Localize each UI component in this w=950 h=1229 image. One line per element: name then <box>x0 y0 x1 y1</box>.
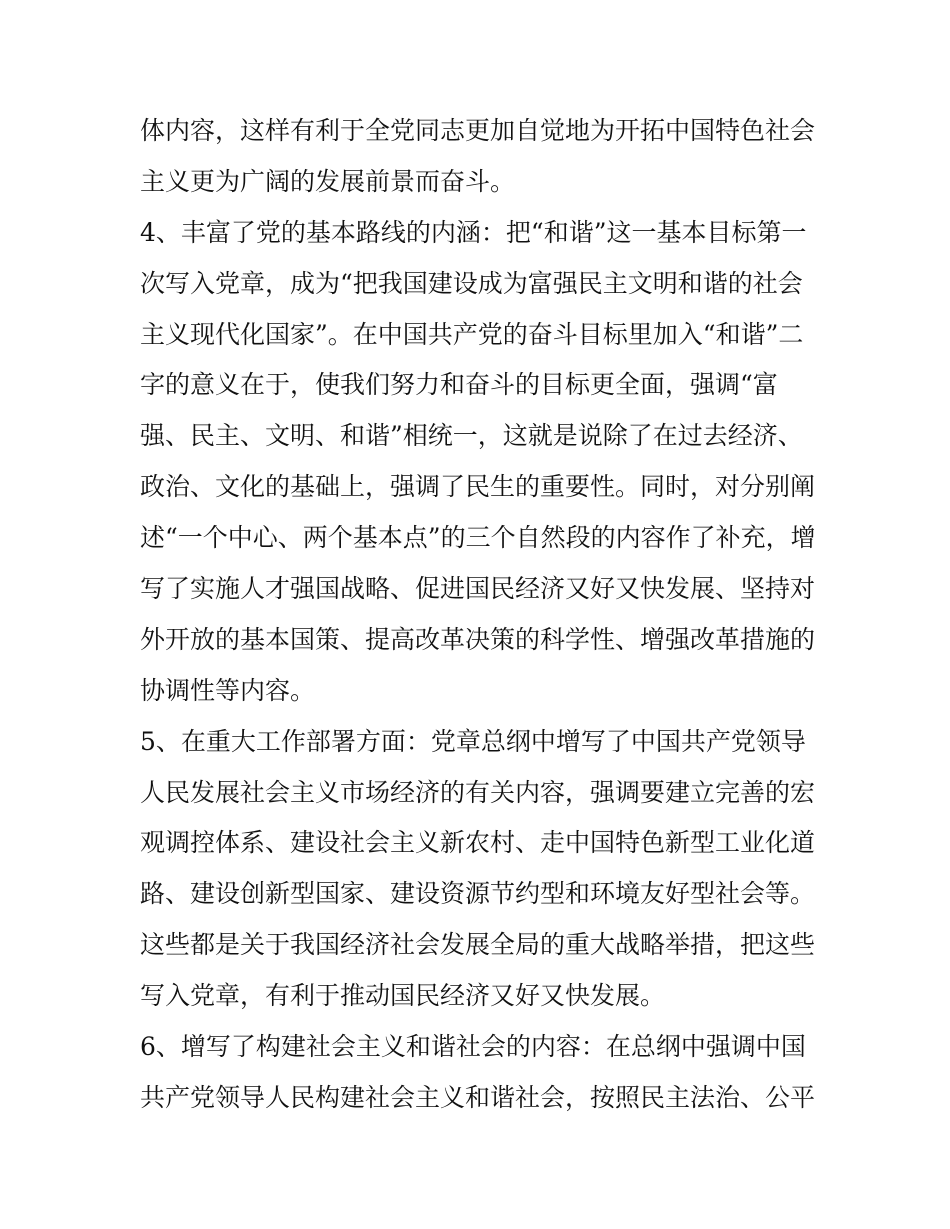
text-line: 人民发展社会主义市场经济的有关内容，强调要建立完善的宏 <box>140 777 816 807</box>
text-line: 主义更为广阔的发展前景而奋斗。 <box>140 166 516 196</box>
text-line: 次写入党章，成为“把我国建设成为富强民主文明和谐的社会 <box>140 268 803 298</box>
text-line: 6、增写了构建社会主义和谐社会的内容：在总纲中强调中国 <box>140 1032 806 1062</box>
text-line: 写入党章，有利于推动国民经济又好又快发展。 <box>140 981 666 1011</box>
text-line: 主义现代化国家”。在中国共产党的奋斗目标里加入“和谐”二 <box>140 319 804 349</box>
text-line: 这些都是关于我国经济社会发展全局的重大战略举措，把这些 <box>140 930 816 960</box>
text-line: 观调控体系、建设社会主义新农村、走中国特色新型工业化道 <box>140 828 816 858</box>
text-line: 协调性等内容。 <box>140 675 316 705</box>
text-line: 字的意义在于，使我们努力和奋斗的目标更全面，强调“富 <box>140 370 778 400</box>
text-line: 共产党领导人民构建社会主义和谐社会，按照民主法治、公平 <box>140 1082 816 1112</box>
text-line: 路、建设创新型国家、建设资源节约型和环境友好型社会等。 <box>140 879 816 909</box>
text-line: 政治、文化的基础上，强调了民生的重要性。同时，对分别阐 <box>140 472 816 502</box>
text-line: 写了实施人才强国战略、促进国民经济又好又快发展、坚持对 <box>140 574 816 604</box>
body-text <box>140 106 820 1124</box>
text-line: 强、民主、文明、和谐”相统一，这就是说除了在过去经济、 <box>140 421 803 451</box>
text-line: 述“一个中心、两个基本点”的三个自然段的内容作了补充，增 <box>140 523 816 553</box>
text-line: 体内容，这样有利于全党同志更加自觉地为开拓中国特色社会 <box>140 116 816 145</box>
text-line: 外开放的基本国策、提高改革决策的科学性、增强改革措施的 <box>140 624 816 654</box>
text-line: 5、在重大工作部署方面：党章总纲中增写了中国共产党领导 <box>140 726 806 756</box>
text-line: 4、丰富了党的基本路线的内涵：把“和谐”这一基本目标第一 <box>140 217 807 247</box>
